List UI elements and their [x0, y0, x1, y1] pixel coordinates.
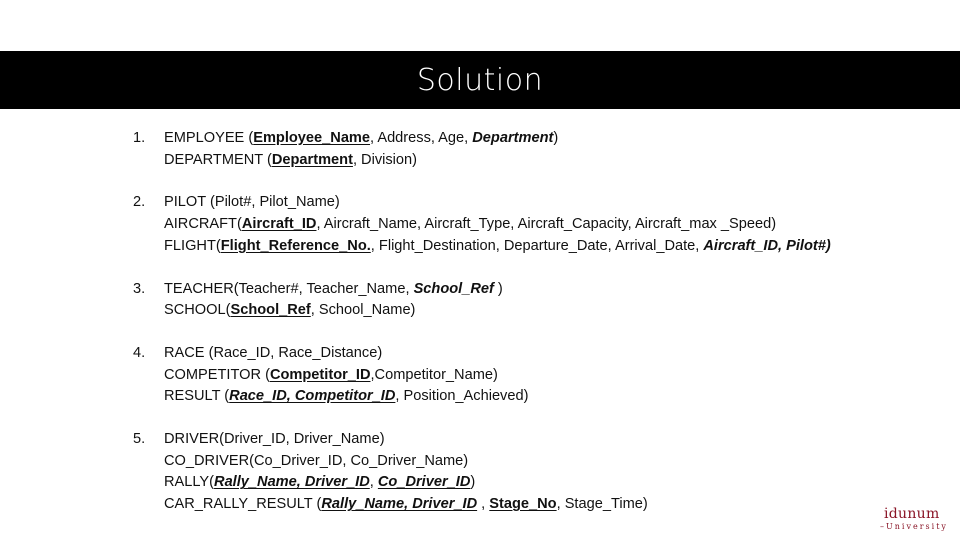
- schema-text: ): [553, 130, 559, 146]
- schema-text: , Division): [352, 151, 417, 168]
- list-item: [133, 128, 923, 171]
- key-attribute: Stage_No: [489, 496, 557, 513]
- relation-schema: [164, 429, 923, 451]
- schema-text: CO_DRIVER(Co_Driver_ID, Co_Driver_Name): [164, 452, 469, 469]
- schema-text: , School_Name): [310, 302, 416, 319]
- list-item-number: 1.: [133, 130, 146, 146]
- list-item-number: 2.: [133, 194, 146, 211]
- schema-text: DRIVER(Driver_ID, Driver_Name): [164, 431, 385, 448]
- key-attribute: School_Ref: [230, 302, 311, 319]
- solution-list: [133, 128, 923, 537]
- schema-text: RACE: [164, 344, 209, 361]
- schema-text: , Position_Achieved): [395, 388, 529, 405]
- schema-text: DEPARTMENT (: [164, 151, 272, 168]
- schema-text: SCHOOL(: [164, 302, 231, 319]
- schema-text: ): [470, 474, 476, 491]
- relation-list: [164, 429, 923, 516]
- key-attribute: Department: [472, 130, 554, 146]
- key-attribute: Co_Driver_ID: [377, 474, 471, 491]
- relation-list: [164, 343, 923, 408]
- schema-text: FLIGHT(: [164, 237, 221, 254]
- schema-text: RESULT (: [164, 388, 230, 405]
- relation-schema: [164, 343, 923, 365]
- key-attribute: Race_ID, Competitor_ID: [229, 388, 396, 405]
- key-attribute: Rally_Name, Driver_ID: [321, 496, 478, 513]
- schema-text: ,: [369, 474, 378, 491]
- schema-text: ,: [477, 496, 490, 513]
- relation-list: [164, 128, 923, 171]
- schema-text: EMPLOYEE (: [164, 130, 254, 146]
- schema-text: CAR_RALLY_RESULT (: [164, 496, 322, 513]
- relation-schema: [164, 494, 923, 516]
- schema-text: AIRCRAFT(: [164, 216, 242, 233]
- relation-schema: [164, 451, 923, 473]
- slide-title: Solution: [416, 62, 544, 98]
- university-logo: [874, 506, 954, 536]
- logo-subtitle: –University: [880, 522, 948, 531]
- list-item-number: 5.: [133, 431, 146, 448]
- key-attribute: School_Ref: [413, 280, 494, 297]
- key-attribute: (Teacher#: [233, 280, 299, 297]
- relation-schema: [164, 128, 923, 150]
- relation-schema: [164, 279, 923, 301]
- schema-text: , Flight_Destination, Departure_Date, Arrival_Date,: [370, 237, 704, 254]
- schema-text: PILOT: [164, 194, 210, 211]
- key-attribute: Aircraft_ID, Pilot#): [703, 237, 831, 254]
- list-item: [133, 429, 923, 516]
- list-item: [133, 192, 923, 257]
- schema-text: RALLY(: [164, 474, 215, 491]
- key-attribute: (Race_ID: [208, 344, 271, 361]
- key-attribute: Department: [271, 151, 353, 168]
- list-item: [133, 279, 923, 322]
- list-item-number: 4.: [133, 344, 146, 361]
- schema-text: , Aircraft_Name, Aircraft_Type, Aircraft_Capacity, Aircraft_max _Speed): [316, 216, 777, 233]
- relation-schema: [164, 472, 923, 494]
- key-attribute: Flight_Reference_No.: [220, 237, 371, 254]
- relation-schema: [164, 386, 923, 408]
- list-item: [133, 343, 923, 408]
- relation-schema: [164, 300, 923, 322]
- relation-schema: [164, 192, 923, 214]
- relation-list: [164, 192, 923, 257]
- relation-schema: [164, 365, 923, 387]
- list-item-number: 3.: [133, 280, 146, 297]
- key-attribute: Rally_Name, Driver_ID: [214, 474, 370, 491]
- relation-schema: [164, 214, 923, 236]
- key-attribute: Employee_Name: [253, 130, 371, 146]
- key-attribute: Competitor_ID: [269, 366, 371, 383]
- key-attribute: Aircraft_ID: [241, 216, 317, 233]
- schema-text: , Teacher_Name,: [298, 280, 414, 297]
- relation-list: [164, 279, 923, 322]
- logo-wordmark: idunum: [884, 506, 940, 522]
- relation-schema: [164, 150, 923, 172]
- schema-text: COMPETITOR (: [164, 366, 270, 383]
- schema-text: , Stage_Time): [556, 496, 648, 513]
- schema-text: ,Competitor_Name): [370, 366, 498, 383]
- schema-text: , Pilot_Name): [251, 194, 340, 211]
- schema-text: , Address, Age,: [370, 130, 473, 146]
- schema-text: ): [493, 280, 503, 297]
- title-bar: [0, 51, 960, 109]
- schema-text: TEACHER: [164, 280, 234, 297]
- key-attribute: (Pilot#: [209, 194, 252, 211]
- relation-schema: [164, 236, 923, 258]
- schema-text: , Race_Distance): [270, 344, 383, 361]
